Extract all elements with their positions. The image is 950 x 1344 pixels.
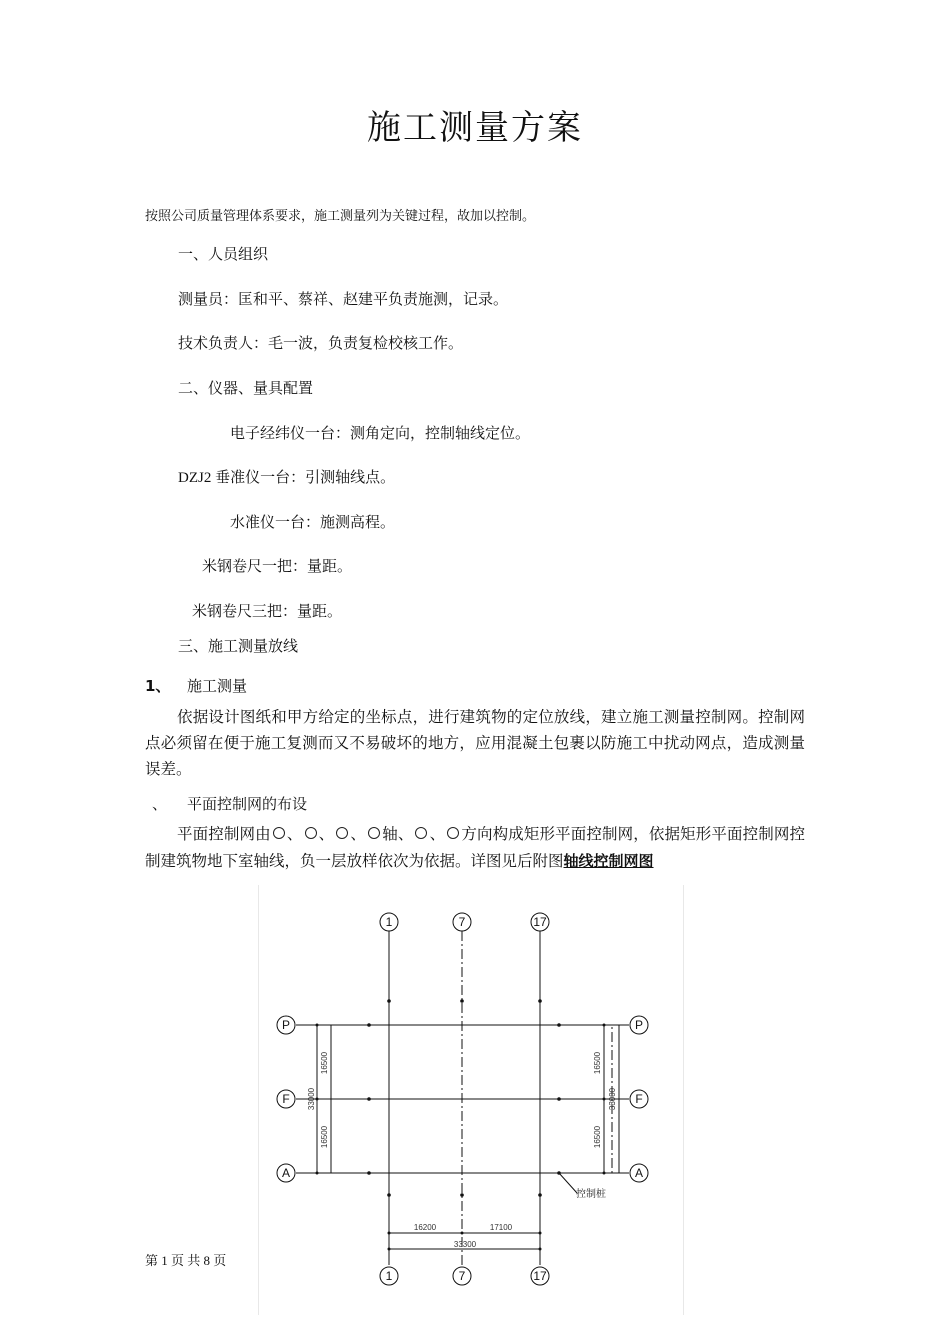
sub2-number: 、 bbox=[152, 795, 168, 813]
axis-label-right: P bbox=[634, 1018, 644, 1032]
axis-label-top: 1 bbox=[385, 915, 393, 929]
dimension-label: 33300 bbox=[453, 1240, 477, 1249]
sub1-title: 施工测量 bbox=[187, 677, 248, 695]
axis-label-top: 7 bbox=[458, 915, 466, 929]
axis-circle-icon bbox=[305, 827, 317, 839]
sub2-title: 平面控制网的布设 bbox=[187, 795, 308, 813]
axis-label-left: P bbox=[281, 1018, 291, 1032]
axis-label-left: F bbox=[282, 1092, 290, 1106]
dimension-label: 17100 bbox=[489, 1223, 513, 1232]
leader-line bbox=[559, 1173, 577, 1193]
sub1-number: 1、 bbox=[145, 677, 171, 695]
axis-label-top: 17 bbox=[533, 915, 547, 929]
surveyors-line: 测量员：匡和平、蔡祥、赵建平负责施测，记录。 bbox=[178, 290, 509, 308]
intro-text: 按照公司质量管理体系要求，施工测量列为关键过程，故加以控制。 bbox=[145, 208, 536, 223]
page-footer: 第 1 页 共 8 页 bbox=[145, 1253, 227, 1268]
control-pile-label: 控制桩 bbox=[576, 1189, 606, 1200]
axis-label-right: A bbox=[634, 1166, 644, 1180]
sub2-paragraph: 平面控制网由 、 、 、 轴、 、 方向构成矩形平面控制网，依据矩形平面控制网控制建筑物地下室轴线，负一层放样依次为依据。详图见后附图轴线控制网图 bbox=[145, 826, 805, 870]
axis-label-left: A bbox=[281, 1166, 291, 1180]
dimension-label: 16500 bbox=[593, 1125, 602, 1149]
page-title: 施工测量方案 bbox=[367, 110, 583, 147]
dimension-label: 33000 bbox=[608, 1087, 617, 1111]
axis-grid-svg bbox=[259, 885, 683, 1315]
axis-control-grid-drawing bbox=[258, 885, 684, 1315]
axis-control-grid-link[interactable]: 轴线控制网图 bbox=[563, 852, 654, 870]
dimension-label: 33000 bbox=[307, 1087, 316, 1111]
axis-circle-icon bbox=[447, 827, 459, 839]
axis-circle-icon bbox=[415, 827, 427, 839]
axis-circle-icon bbox=[368, 827, 380, 839]
dimension-label: 16200 bbox=[413, 1223, 437, 1232]
instrument-item: DZJ2 垂准仪一台：引测轴线点。 bbox=[178, 470, 396, 486]
axis-label-bottom: 17 bbox=[533, 1269, 547, 1283]
section1-heading: 一、人员组织 bbox=[178, 245, 269, 263]
axis-label-bottom: 7 bbox=[458, 1269, 466, 1283]
instrument-item: 米钢卷尺一把：量距。 bbox=[202, 557, 353, 575]
axis-circle-icon bbox=[273, 827, 285, 839]
dimension-label: 16500 bbox=[593, 1051, 602, 1075]
tech-lead-line: 技术负责人：毛一波，负责复检校核工作。 bbox=[178, 334, 464, 352]
dimension-label: 16500 bbox=[320, 1051, 329, 1075]
control-pile-points bbox=[316, 999, 606, 1250]
axis-label-bottom: 1 bbox=[385, 1269, 393, 1283]
section2-heading: 二、仪器、量具配置 bbox=[178, 379, 314, 397]
instrument-item: 水准仪一台：施测高程。 bbox=[230, 513, 396, 531]
sub1-paragraph: 依据设计图纸和甲方给定的坐标点，进行建筑物的定位放线，建立施工测量控制网。控制网点必须留在便于施工复测而又不易破坏的地方，应用混凝土包裹以防施工中扰动网点，造成测量误差。 bbox=[145, 709, 805, 778]
axis-label-right: F bbox=[635, 1092, 643, 1106]
dimension-label: 16500 bbox=[320, 1125, 329, 1149]
instrument-item: 电子经纬仪一台：测角定向，控制轴线定位。 bbox=[230, 424, 531, 442]
axis-circle-icon bbox=[336, 827, 348, 839]
section3-heading: 三、施工测量放线 bbox=[178, 637, 299, 655]
instrument-item: 米钢卷尺三把：量距。 bbox=[192, 602, 343, 620]
